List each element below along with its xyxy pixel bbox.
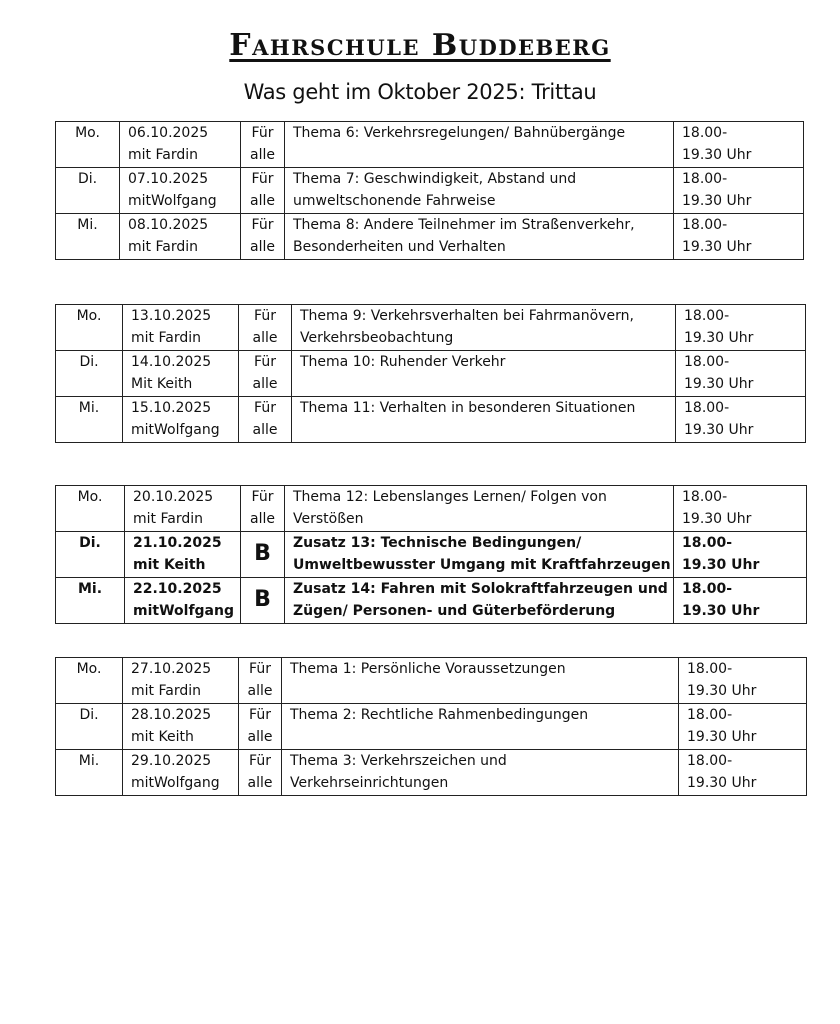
topic-line: Zusatz 13: Technische Bedingungen/ [293,535,582,551]
time-line: 18.00- [682,125,728,141]
day-cell [56,122,120,168]
time-cell [679,658,807,704]
time-cell [676,397,806,443]
schedule-table-week-3 [55,485,807,624]
instructor: mit Keith [133,557,206,573]
weekday: Mo. [77,489,103,505]
time-line: 18.00- [682,489,728,505]
weekday: Mi. [78,753,100,769]
date-cell [120,122,241,168]
class-badge: B [254,541,271,566]
day-cell [56,397,123,443]
audience-label: Für [254,354,276,370]
weekday: Mi. [77,581,103,597]
topic-line: Besonderheiten und Verhalten [293,239,506,255]
instructor: mitWolfgang [133,603,234,619]
audience-label: alle [250,511,275,527]
time-cell [676,305,806,351]
date: 14.10.2025 [131,354,212,370]
audience-label: Für [254,308,276,324]
audience-cell [241,214,285,260]
time-line: 19.30 Uhr [687,729,757,745]
audience-label: alle [247,729,273,745]
audience-cell [239,351,292,397]
topic-line: Thema 8: Andere Teilnehmer im Straßenverkehr, [293,217,635,233]
day-cell [56,168,120,214]
topic-cell [282,750,679,796]
topic-line: Zusatz 14: Fahren mit Solokraftfahrzeugen und [293,581,668,597]
schedule-row [56,305,806,351]
date-cell [120,214,241,260]
topic-cell [292,397,676,443]
schedule-row [56,486,807,532]
time-line: 18.00- [682,581,733,597]
topic-line: Verstößen [293,511,364,527]
time-line: 19.30 Uhr [687,683,757,699]
topic-line: Thema 2: Rechtliche Rahmenbedingungen [290,707,589,723]
time-line: 18.00- [684,354,730,370]
time-line: 18.00- [682,535,733,551]
audience-cell [241,122,285,168]
date: 20.10.2025 [133,489,214,505]
audience-cell [241,486,285,532]
schedule-table-week-1 [55,121,804,260]
topic-cell [285,578,674,624]
time-line: 19.30 Uhr [687,775,757,791]
time-line: 19.30 Uhr [684,376,754,392]
day-cell [56,532,125,578]
date-cell [123,305,239,351]
time-cell [674,486,807,532]
topic-cell [292,351,676,397]
audience-cell [239,704,282,750]
schedule-row [56,658,807,704]
audience-label: Für [251,171,274,187]
topic-cell [285,122,674,168]
topic-line [290,726,673,748]
date: 13.10.2025 [131,308,212,324]
time-cell [674,168,804,214]
weekday: Di. [79,354,99,370]
page-title [0,28,840,63]
time-cell [679,704,807,750]
schedule-row [56,122,804,168]
date: 07.10.2025 [128,171,209,187]
instructor: Mit Keith [131,376,193,392]
audience-cell [241,532,285,578]
date-cell [123,397,239,443]
schedule-row [56,351,806,397]
audience-label: alle [252,376,278,392]
weekday: Di. [79,535,101,551]
date: 21.10.2025 [133,535,222,551]
topic-cell [285,532,674,578]
instructor: mit Fardin [133,511,203,527]
topic-line: Zügen/ Personen- und Güterbeförderung [293,603,616,619]
time-line: 19.30 Uhr [682,511,752,527]
date: 22.10.2025 [133,581,222,597]
topic-line [300,419,670,441]
topic-line: umweltschonende Fahrweise [293,193,496,209]
topic-cell [282,658,679,704]
audience-label: alle [250,193,275,209]
time-line: 19.30 Uhr [682,239,752,255]
instructor: mitWolfgang [128,193,217,209]
time-cell [674,214,804,260]
instructor: mitWolfgang [131,775,220,791]
topic-line [300,373,670,395]
time-line: 18.00- [687,753,733,769]
date: 08.10.2025 [128,217,209,233]
instructor: mit Fardin [131,683,201,699]
topic-line: Thema 10: Ruhender Verkehr [300,354,506,370]
topic-cell [285,168,674,214]
date-cell [125,578,241,624]
topic-line: Thema 3: Verkehrszeichen und [290,753,507,769]
topic-line: Verkehrsbeobachtung [300,330,454,346]
time-line: 18.00- [682,171,728,187]
date-cell [123,658,239,704]
school-name: Fahrschule Buddeberg [229,28,611,63]
time-cell [674,122,804,168]
topic-line: Thema 9: Verkehrsverhalten bei Fahrmanövern, [300,308,634,324]
audience-label: Für [249,661,271,677]
instructor: mit Fardin [128,147,198,163]
audience-label: alle [247,775,273,791]
audience-label: alle [252,330,278,346]
audience-label: alle [250,239,275,255]
topic-line: Thema 6: Verkehrsregelungen/ Bahnübergänge [293,125,626,141]
page-subtitle: Was geht im Oktober 2025: Trittau [243,80,597,104]
schedule-row [56,750,807,796]
time-line: 19.30 Uhr [684,330,754,346]
weekday: Mi. [78,400,100,416]
audience-cell [239,305,292,351]
time-cell [679,750,807,796]
day-cell [56,305,123,351]
audience-cell [239,397,292,443]
weekday: Mo. [76,308,102,324]
topic-line: Thema 11: Verhalten in besonderen Situationen [300,400,636,416]
audience-label: alle [250,147,275,163]
schedule-table-week-2 [55,304,806,443]
weekday: Di. [79,707,99,723]
audience-label: alle [247,683,273,699]
topic-line: Thema 12: Lebenslanges Lernen/ Folgen von [293,489,607,505]
weekday: Di. [77,171,98,187]
audience-label: Für [254,400,276,416]
topic-cell [292,305,676,351]
time-line: 19.30 Uhr [684,422,754,438]
topic-line: Thema 7: Geschwindigkeit, Abstand und [293,171,577,187]
audience-cell [241,578,285,624]
time-cell [676,351,806,397]
audience-cell [239,750,282,796]
date-cell [123,351,239,397]
day-cell [56,578,125,624]
topic-line [293,144,668,166]
audience-label: Für [249,753,271,769]
audience-label: Für [251,125,274,141]
date-cell [123,750,239,796]
date: 28.10.2025 [131,707,212,723]
instructor: mit Fardin [131,330,201,346]
schedule-row [56,578,807,624]
schedule-row [56,532,807,578]
instructor: mit Keith [131,729,194,745]
weekday: Mi. [77,217,98,233]
time-cell [674,532,807,578]
day-cell [56,658,123,704]
instructor: mit Fardin [128,239,198,255]
time-line: 18.00- [684,400,730,416]
day-cell [56,750,123,796]
date-cell [123,704,239,750]
time-cell [674,578,807,624]
schedule-row [56,214,804,260]
schedule-row [56,168,804,214]
audience-cell [241,168,285,214]
date: 06.10.2025 [128,125,209,141]
time-line: 19.30 Uhr [682,193,752,209]
topic-line: Verkehrseinrichtungen [290,775,449,791]
day-cell [56,214,120,260]
date-cell [120,168,241,214]
topic-cell [285,486,674,532]
instructor: mitWolfgang [131,422,220,438]
date-cell [125,486,241,532]
date: 29.10.2025 [131,753,212,769]
date-cell [125,532,241,578]
time-line: 18.00- [682,217,728,233]
time-line: 19.30 Uhr [682,147,752,163]
topic-line: Thema 1: Persönliche Voraussetzungen [290,661,566,677]
audience-label: Für [249,707,271,723]
day-cell [56,351,123,397]
class-badge: B [254,587,271,612]
time-line: 18.00- [684,308,730,324]
date: 15.10.2025 [131,400,212,416]
time-line: 19.30 Uhr [682,603,760,619]
audience-label: Für [251,217,274,233]
schedule-row [56,397,806,443]
schedule-row [56,704,807,750]
audience-cell [239,658,282,704]
day-cell [56,486,125,532]
time-line: 18.00- [687,661,733,677]
weekday: Mo. [75,125,100,141]
schedule-table-week-4 [55,657,807,796]
audience-label: alle [252,422,278,438]
topic-line [290,680,673,702]
day-cell [56,704,123,750]
topic-line: Umweltbewusster Umgang mit Kraftfahrzeugen [293,557,671,573]
audience-label: Für [251,489,274,505]
time-line: 19.30 Uhr [682,557,760,573]
date: 27.10.2025 [131,661,212,677]
topic-cell [285,214,674,260]
weekday: Mo. [76,661,102,677]
time-line: 18.00- [687,707,733,723]
topic-cell [282,704,679,750]
